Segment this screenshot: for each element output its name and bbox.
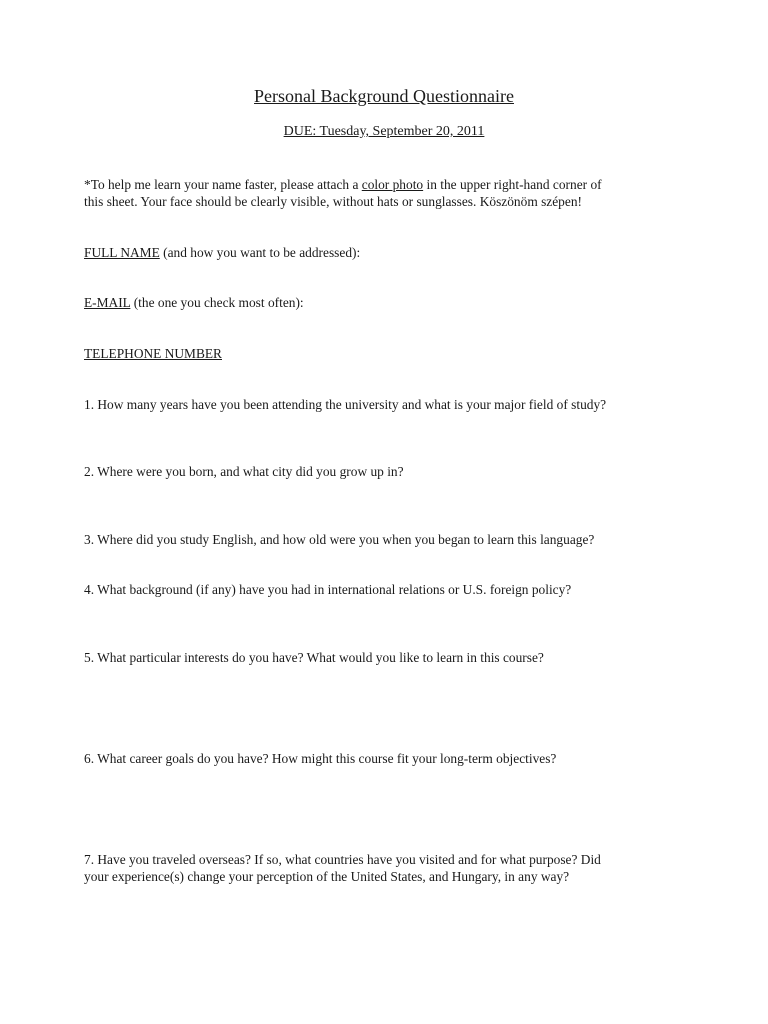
question-2: 2. Where were you born, and what city did you grow up in? [84,464,404,479]
full-name-note: (and how you want to be addressed): [159,245,361,260]
question-1: 1. How many years have you been attending the university and what is your major field of study? [84,397,607,412]
question-4: 4. What background (if any) have you had in international relations or U.S. foreign policy? [84,582,572,597]
document-title: Personal Background Questionnaire [254,86,514,106]
email-field [84,294,304,311]
full-name-field [84,244,360,261]
question-7-line-1: 7. Have you traveled overseas? If so, what countries have you visited and for what purpose? Did [84,852,601,867]
due-date: DUE: Tuesday, September 20, 2011 [283,124,485,139]
intro-text-before: *To help me learn your name faster, please attach a [84,177,362,192]
question-7-line-2: your experience(s) change your perception of the United States, and Hungary, in any way? [84,869,570,884]
intro-color-photo: color photo [361,177,424,192]
email-label: E-MAIL [84,295,131,310]
question-3: 3. Where did you study English, and how old were you when you began to learn this language? [84,532,595,547]
question-6: 6. What career goals do you have? How might this course fit your long-term objectives? [84,751,557,766]
question-5: 5. What particular interests do you have? What would you like to learn in this course? [84,650,544,665]
intro-text-after: in the upper right-hand corner of [423,177,602,192]
email-note: (the one you check most often): [130,295,304,310]
telephone-label: TELEPHONE NUMBER [84,346,222,361]
full-name-label: FULL NAME [84,245,160,260]
intro-line-2: this sheet. Your face should be clearly visible, without hats or sunglasses. Köszönöm szépen! [84,194,582,209]
intro-line-1 [84,176,602,193]
